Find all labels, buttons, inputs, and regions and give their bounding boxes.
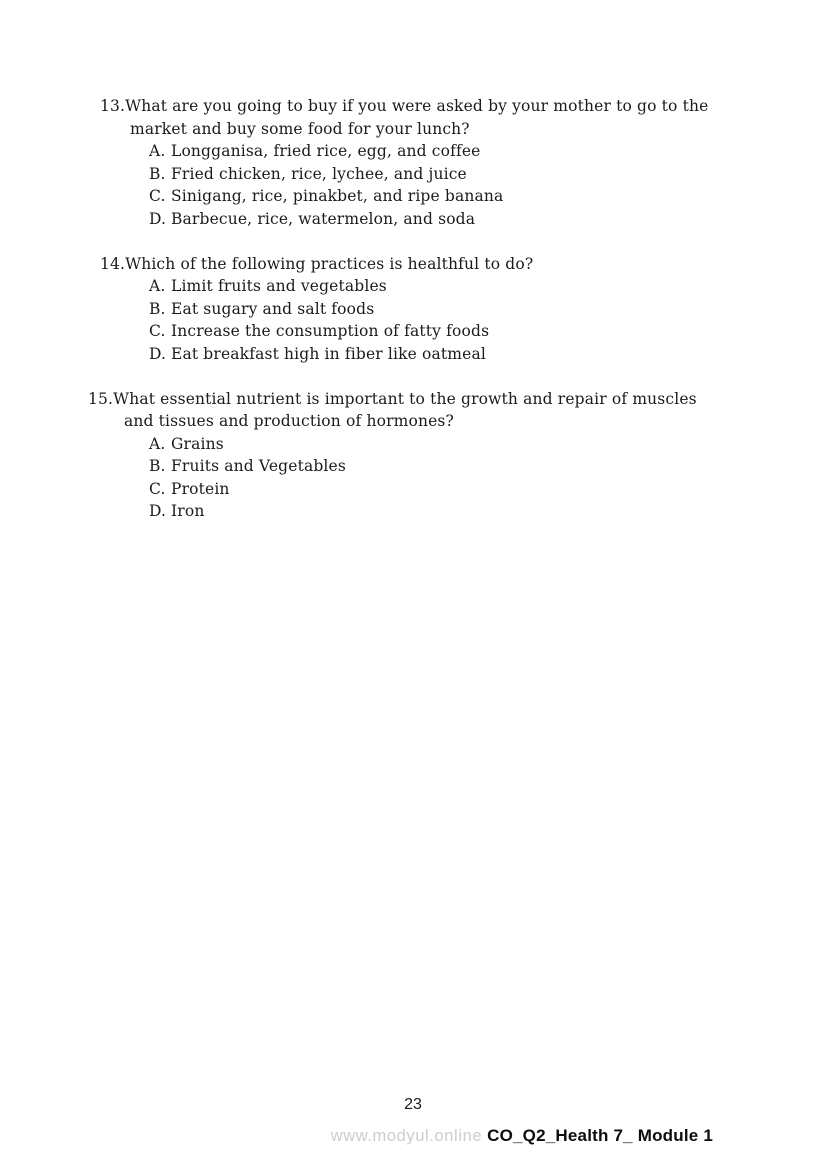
question-13: [0, 95, 826, 230]
option-letter: A.: [149, 142, 166, 160]
option-text: Fruits and Vegetables: [171, 457, 346, 475]
option-row: [149, 163, 826, 186]
option-row: [149, 140, 826, 163]
question-number: 14.: [100, 254, 126, 273]
option-letter: D.: [149, 209, 167, 228]
option-text: Eat sugary and salt foods: [171, 299, 375, 318]
option-text: Iron: [171, 502, 205, 520]
option-row: [149, 500, 826, 523]
option-letter: B.: [149, 164, 166, 183]
option-row: [149, 185, 826, 208]
question-line: and tissues and production of hormones?: [124, 412, 454, 430]
option-row: [149, 478, 826, 501]
question-number: 15.: [88, 389, 114, 408]
option-letter: D.: [149, 502, 167, 520]
option-letter: B.: [149, 299, 166, 318]
option-row: [149, 455, 826, 478]
option-letter: D.: [149, 344, 167, 363]
option-text: Limit fruits and vegetables: [171, 277, 387, 295]
option-text: Increase the consumption of fatty foods: [171, 322, 490, 340]
page-number: 23: [404, 1096, 422, 1113]
watermark-text: www.modyul.online: [330, 1127, 483, 1145]
option-text: Sinigang, rice, pinakbet, and ripe banana: [171, 187, 504, 205]
question-line: market and buy some food for your lunch?: [130, 119, 470, 138]
option-letter: A.: [149, 434, 166, 453]
question-14: [0, 253, 826, 366]
option-row: [149, 298, 826, 321]
page-footer: [331, 1126, 713, 1146]
question-number: 13.: [100, 97, 126, 115]
option-letter: C.: [149, 187, 166, 205]
option-row: [149, 320, 826, 343]
option-text: Fried chicken, rice, lychee, and juice: [171, 164, 467, 183]
option-text: Longganisa, fried rice, egg, and coffee: [171, 142, 481, 160]
option-row: [149, 275, 826, 298]
option-text: Barbecue, rice, watermelon, and soda: [171, 209, 476, 228]
question-line: [0, 388, 826, 411]
question-text: What are you going to buy if you were asked by your mother to go to the: [125, 97, 709, 115]
option-letter: B.: [149, 457, 166, 475]
question-text: What essential nutrient is important to the growth and repair of muscles: [113, 389, 697, 408]
option-row: [149, 208, 826, 231]
option-letter: C.: [149, 322, 166, 340]
option-text: Eat breakfast high in fiber like oatmeal: [171, 344, 486, 363]
option-text: Protein: [171, 479, 230, 498]
question-line: [0, 95, 826, 118]
quiz-questions: [0, 95, 826, 545]
option-row: [149, 343, 826, 366]
option-letter: C.: [149, 479, 166, 498]
footer-module-label: CO_Q2_Health 7_ Module 1: [487, 1126, 713, 1145]
question-text: Which of the following practices is healthful to do?: [125, 254, 534, 273]
option-letter: A.: [149, 277, 166, 295]
question-line: [0, 253, 826, 276]
option-row: [149, 433, 826, 456]
question-15: [0, 388, 826, 523]
option-text: Grains: [171, 434, 224, 453]
